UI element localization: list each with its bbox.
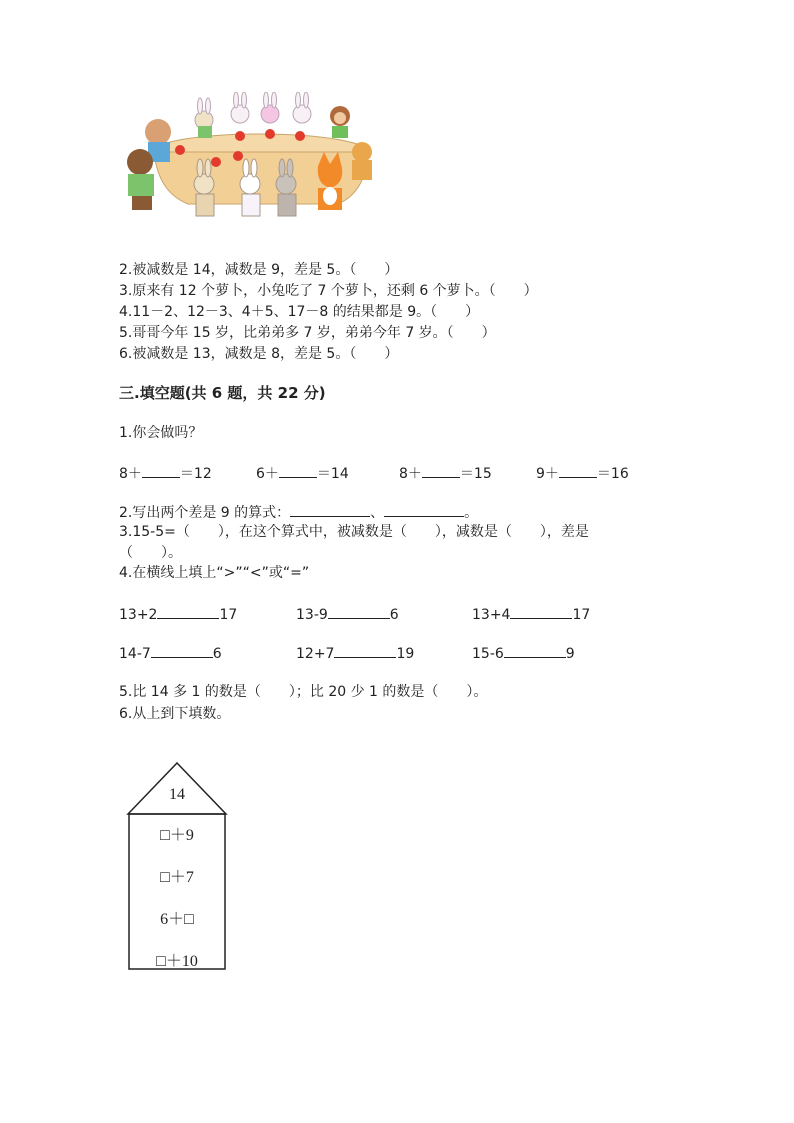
- house-row: □＋9: [160, 827, 194, 844]
- q1-cell: 9＋ ＝16: [536, 463, 629, 483]
- number-house-diagram: [126, 762, 228, 974]
- animals-table-illustration: [118, 92, 386, 226]
- answer-blank[interactable]: [559, 463, 597, 478]
- q2: 2.写出两个差是 9 的算式： 、 。: [119, 502, 478, 522]
- q5: 5.比 14 多 1 的数是（ ）；比 20 少 1 的数是（ ）。: [119, 684, 488, 700]
- house-row: □＋10: [156, 953, 198, 970]
- judge-item-5: 5.哥哥今年 15 岁，比弟弟多 7 岁，弟弟今年 7 岁。（ ）: [119, 325, 496, 341]
- section-heading: 三.填空题(共 6 题，共 22 分): [119, 384, 326, 402]
- q3-line2: （ ）。: [119, 545, 182, 561]
- answer-blank[interactable]: [422, 463, 460, 478]
- compare-item: 15-6 9: [472, 643, 575, 663]
- house-roof-number: 14: [169, 786, 185, 803]
- q3-line1: 3.15-5=（ ），在这个算式中，被减数是（ ），减数是（ ），差是: [119, 524, 589, 540]
- q1-cell: 8＋ ＝12: [119, 463, 212, 483]
- q1-title: 1.你会做吗？: [119, 425, 203, 441]
- q6: 6.从上到下填数。: [119, 706, 231, 722]
- compare-item: 13-9 6: [296, 604, 399, 624]
- answer-blank[interactable]: [504, 643, 566, 658]
- answer-blank[interactable]: [290, 502, 370, 517]
- compare-item: 13+2 17: [119, 604, 237, 624]
- answer-blank[interactable]: [279, 463, 317, 478]
- q1-cell: 6＋ ＝14: [256, 463, 349, 483]
- answer-blank[interactable]: [334, 643, 396, 658]
- answer-blank[interactable]: [510, 604, 572, 619]
- judge-item-4: 4.11－2、12－3、4＋5、17－8 的结果都是 9。（ ）: [119, 304, 480, 320]
- answer-blank[interactable]: [157, 604, 219, 619]
- answer-blank[interactable]: [328, 604, 390, 619]
- house-row: □＋7: [160, 869, 194, 886]
- judge-item-6: 6.被减数是 13，减数是 8，差是 5。（ ）: [119, 346, 399, 362]
- answer-blank[interactable]: [151, 643, 213, 658]
- judge-item-3: 3.原来有 12 个萝卜，小兔吃了 7 个萝卜，还剩 6 个萝卜。（ ）: [119, 283, 538, 299]
- compare-item: 13+4 17: [472, 604, 590, 624]
- judge-item-2: 2.被减数是 14，减数是 9，差是 5。（ ）: [119, 262, 399, 278]
- compare-item: 12+7 19: [296, 643, 414, 663]
- answer-blank[interactable]: [384, 502, 464, 517]
- q4-title: 4.在横线上填上“>”“<”或“=”: [119, 565, 310, 581]
- compare-item: 14-7 6: [119, 643, 222, 663]
- q1-cell: 8＋ ＝15: [399, 463, 492, 483]
- house-row: 6＋□: [160, 911, 194, 928]
- answer-blank[interactable]: [142, 463, 180, 478]
